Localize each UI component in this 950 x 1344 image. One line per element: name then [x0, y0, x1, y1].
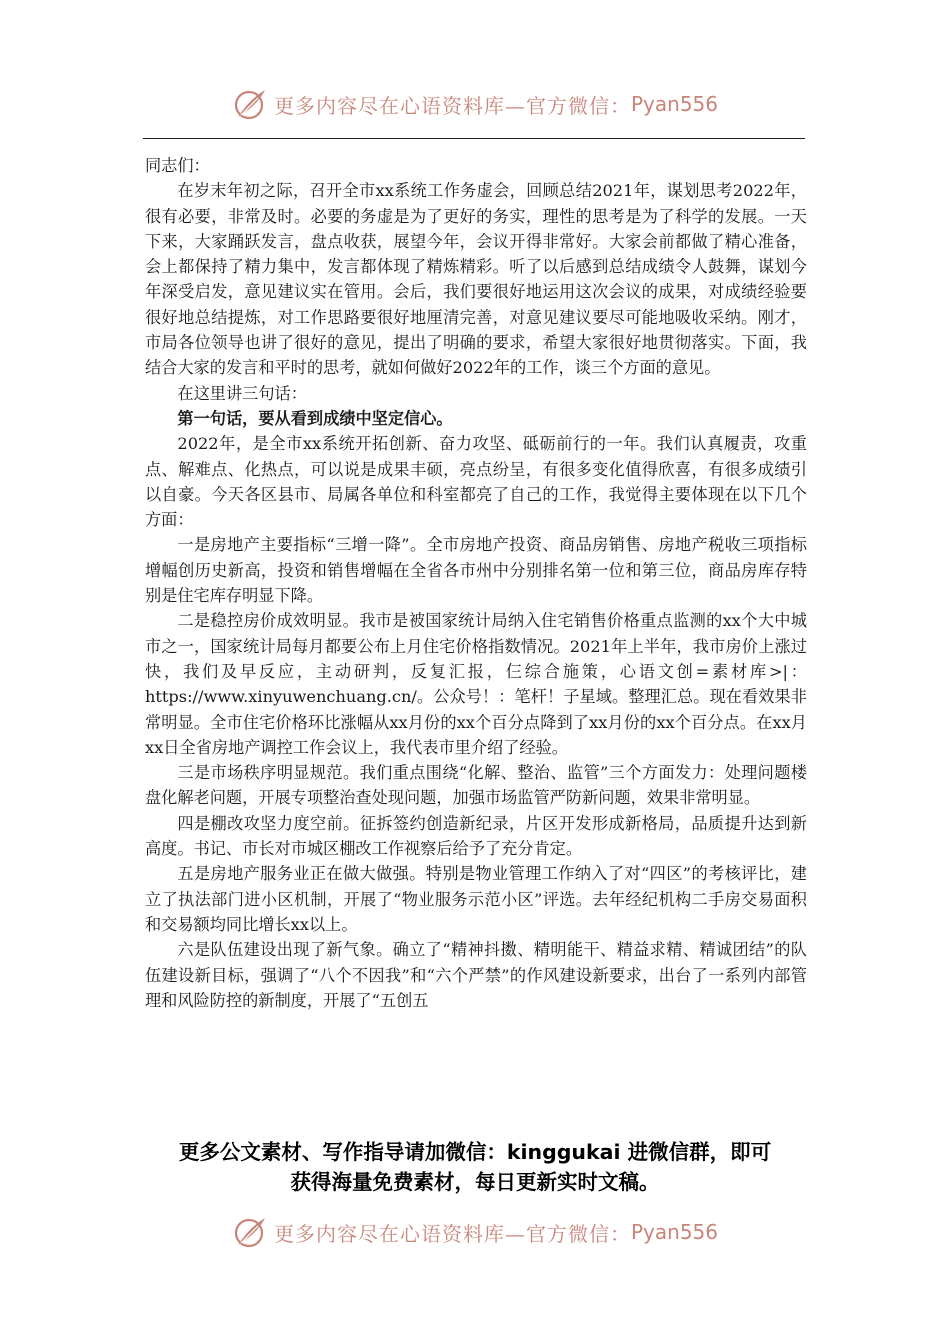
- paragraph: 在这里讲三句话：: [177, 383, 307, 403]
- document-body: [145, 153, 807, 1013]
- header-banner-inner: [232, 86, 718, 122]
- footer-brand-text: 更多内容尽在心语资料库—官方微信：: [273, 1221, 631, 1246]
- header-banner: [0, 84, 950, 124]
- footer-wechat-id: Pyan556: [630, 1220, 718, 1244]
- paragraph: 一是房地产主要指标“三增一降”。全市房地产投资、商品房销售、房地产税收三项指标增幅创历史新高，投资和销售增幅在全省各市州中分别排名第一位和第三位，商品房库存特别是住宅库存明显下降。: [145, 535, 807, 606]
- paragraph: 六是队伍建设出现了新气象。确立了“精神抖擞、精明能干、精益求精、精诚团结”的队伍建设新目标，强调了“八个不因我”和“六个严禁”的作风建设新要求，出台了一系列内部管理和风险防控的新制度，开展了“五创五: [145, 940, 807, 1010]
- header-wechat-id: Pyan556: [630, 92, 718, 116]
- paragraph: 三是市场秩序明显规范。我们重点围绕“化解、整治、监管”三个方面发力：处理问题楼盘化解老问题，开展专项整治查处现问题，加强市场监管严防新问题，效果非常明显。: [145, 763, 807, 808]
- salutation: 同志们：: [145, 156, 210, 175]
- paragraph: 在岁末年初之际，召开全市xx系统工作务虚会，回顾总结2021年，谋划思考2022年，很有必要，非常及时。必要的务虚是为了更好的务实，理性的思考是为了科学的发展。一天下来，大家踊跃发言，盘点收获，展望今年，会议开得非常好。大家会前都做了精心准备，会上都保持了精力集中，发言都体现了精炼精彩。听了以后感到总结成绩令人鼓舞，谋划今年深受启发，意见建议实在管用。会后，我们要很好地运用这次会议的成果，对成绩经验要很好地总结提炼，对工作思路要很好地厘清完善，对意见建议要尽可能地吸收采纳。刚才，市局各位领导也讲了很好的意见，提出了明确的要求，希望大家很好地贯彻落实。下面，我结合大家的发言和平时的思考，就如何做好2022年的工作，谈三个方面的意见。: [145, 181, 807, 378]
- feather-pen-logo-icon: [232, 86, 268, 122]
- promo-line-1: 更多公文素材、写作指导请加微信：kinggukai 进微信群，即可: [178, 1140, 772, 1164]
- footer-banner-inner: [232, 1214, 718, 1250]
- paragraph: 二是稳控房价成效明显。我市是被国家统计局纳入住宅销售价格重点监测的xx个大中城市之一，国家统计局每月都要公布上月住宅价格指数情况。2021年上半年，我市房价上涨过快，我们及早反应，主动研判，反复汇报，仨综合施策，心语文创=素材库>|：https://www.xinyuwenchuang.cn/。公众号！：笔杆！子星域。整理汇总。现在看效果非常明显。全市住宅价格环比涨幅从xx月份的xx个百分点降到了xx月份的xx个百分点。在xx月xx日全省房地产调控工作会议上，我代表市里介绍了经验。: [145, 611, 807, 757]
- paragraph: 2022年，是全市xx系统开拓创新、奋力攻坚、砥砺前行的一年。我们认真履责，攻重点、解难点、化热点，可以说是成果丰硕，亮点纷呈，有很多变化值得欣喜，有很多成绩引以自豪。今天各区县市、局属各单位和科室都亮了自己的工作，我觉得主要体现在以下几个方面：: [145, 434, 807, 530]
- promo-notice: [0, 1137, 950, 1197]
- paragraph: 五是房地产服务业正在做大做强。特别是物业管理工作纳入了对“四区”的考核评比，建立了执法部门进小区机制，开展了“物业服务示范小区”评选。去年经纪机构二手房交易面积和交易额均同比增长xx以上。: [145, 864, 807, 934]
- feather-pen-logo-icon: [232, 1214, 268, 1250]
- header-brand-text: 更多内容尽在心语资料库—官方微信：: [273, 93, 631, 118]
- paragraph: 四是棚改攻坚力度空前。征拆签约创造新纪录，片区开发形成新格局，品质提升达到新高度。书记、市长对市城区棚改工作视察后给予了充分肯定。: [145, 813, 807, 859]
- footer-banner: [0, 1212, 950, 1252]
- section-heading: 第一句话，要从看到成绩中坚定信心。: [177, 408, 453, 428]
- promo-line-2: 获得海量免费素材，每日更新实时文稿。: [290, 1170, 660, 1194]
- header-divider: [143, 138, 805, 139]
